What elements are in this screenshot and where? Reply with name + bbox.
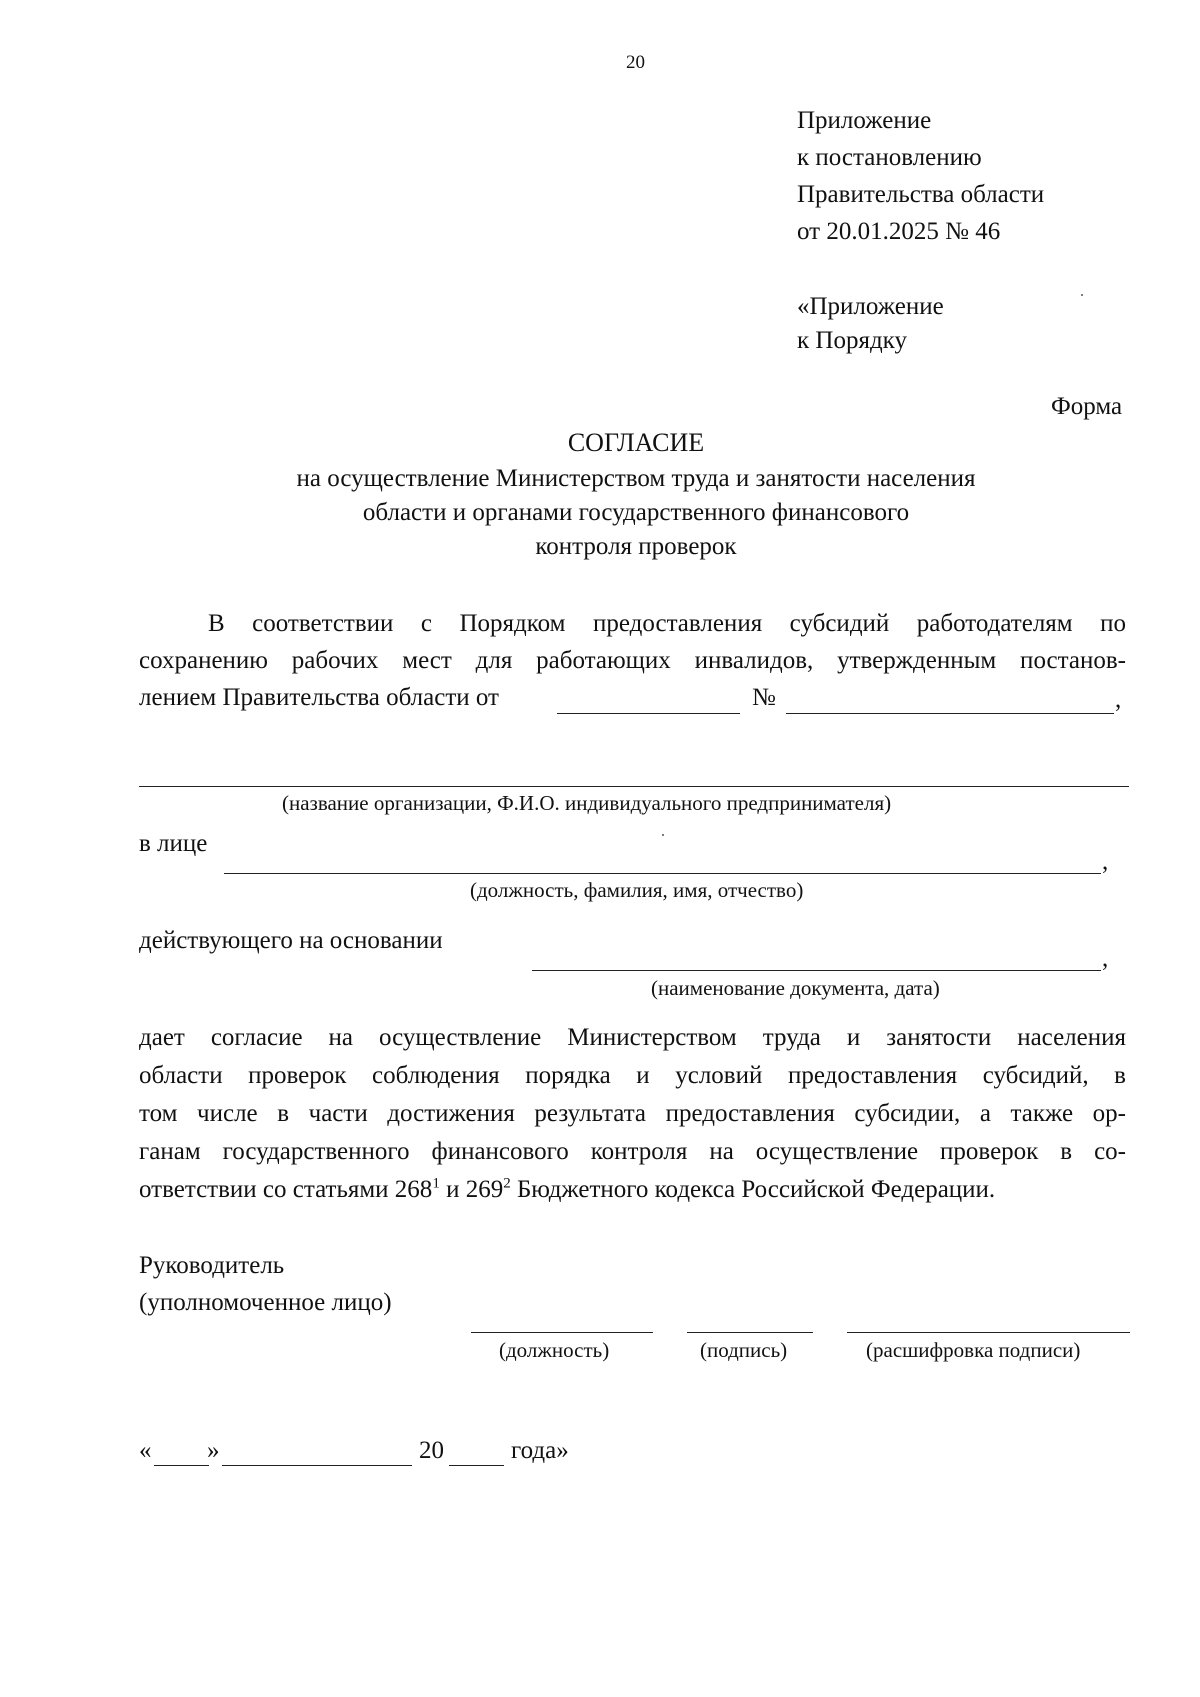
position-caption: (должность) [499, 1338, 610, 1362]
basis-label: действующего на основании [139, 927, 443, 954]
basis-caption: (наименование документа, дата) [651, 976, 940, 1000]
article-269-superscript: 2 [503, 1175, 511, 1192]
intro-line-1: В соответствии с Порядком предоставления субсидий работодателям по [208, 610, 1126, 637]
appendix-line-1: Приложение [797, 107, 932, 134]
decode-caption: (расшифровка подписи) [866, 1338, 1081, 1362]
scan-speck [662, 834, 664, 836]
appendix-line-5: «Приложение [797, 293, 944, 320]
in-person-comma: , [1102, 848, 1109, 875]
consent-line-5 [139, 1176, 995, 1204]
signature-head-2: (уполномоченное лицо) [139, 1289, 392, 1316]
signature-blank[interactable] [687, 1332, 813, 1333]
appendix-line-4: от 20.01.2025 № 46 [797, 218, 1001, 245]
organization-name-blank[interactable] [139, 786, 1129, 787]
consent-line-3: том числе в части достижения результата предоставления субсидии, а также ор- [139, 1100, 1126, 1127]
consent-line-5-part-a: ответствии со статьями 268 [139, 1176, 433, 1203]
decree-date-blank[interactable] [557, 713, 740, 714]
title-main: СОГЛАСИЕ [567, 428, 705, 457]
intro-line-3: лением Правительства области от [139, 684, 499, 711]
organization-caption: (название организации, Ф.И.О. индивидуального предпринимателя) [282, 791, 892, 815]
appendix-line-2: к постановлению [797, 144, 982, 171]
date-close-quote: » [207, 1437, 220, 1464]
appendix-line-3: Правительства области [797, 181, 1045, 208]
appendix-line-6: к Порядку [797, 327, 907, 354]
decree-number-blank[interactable] [786, 713, 1114, 714]
form-label: Форма [1051, 393, 1123, 420]
page-number: 20 [626, 52, 645, 73]
day-blank[interactable] [154, 1465, 209, 1466]
year-suffix: года» [511, 1437, 569, 1464]
title-sub-3: контроля проверок [535, 533, 737, 560]
basis-comma: , [1102, 945, 1109, 972]
representative-caption: (должность, фамилия, имя, отчество) [470, 878, 804, 902]
signature-decode-blank[interactable] [847, 1332, 1130, 1333]
signature-head-1: Руководитель [139, 1252, 285, 1279]
consent-line-5-part-c: Бюджетного кодекса Российской Федерации. [510, 1176, 996, 1203]
intro-line-2: сохранению рабочих мест для работающих инвалидов, утвержденным постанов- [139, 647, 1126, 674]
date-open-quote: « [139, 1437, 152, 1464]
title-sub-1: на осуществление Министерством труда и занятости населения [296, 465, 976, 492]
representative-blank[interactable] [224, 873, 1101, 874]
in-person-label: в лице [139, 830, 208, 857]
consent-line-5-part-b: и 269 [439, 1176, 504, 1203]
title-sub-2: области и органами государственного финансового [362, 499, 910, 526]
year-prefix: 20 [419, 1437, 444, 1464]
intro-comma: , [1115, 686, 1122, 713]
article-268-superscript: 1 [432, 1175, 440, 1192]
scan-speck [1081, 294, 1083, 296]
consent-line-4: ганам государственного финансового контроля на осуществление проверок в со- [139, 1138, 1126, 1165]
consent-line-1: дает согласие на осуществление Министерством труда и занятости населения [139, 1024, 1126, 1051]
signature-caption: (подпись) [700, 1338, 788, 1362]
position-blank[interactable] [471, 1332, 653, 1333]
consent-line-2: области проверок соблюдения порядка и условий предоставления субсидий, в [139, 1062, 1126, 1089]
number-sign: № [752, 684, 776, 711]
basis-document-blank[interactable] [532, 970, 1101, 971]
year-blank[interactable] [449, 1465, 504, 1466]
month-blank[interactable] [222, 1465, 412, 1466]
